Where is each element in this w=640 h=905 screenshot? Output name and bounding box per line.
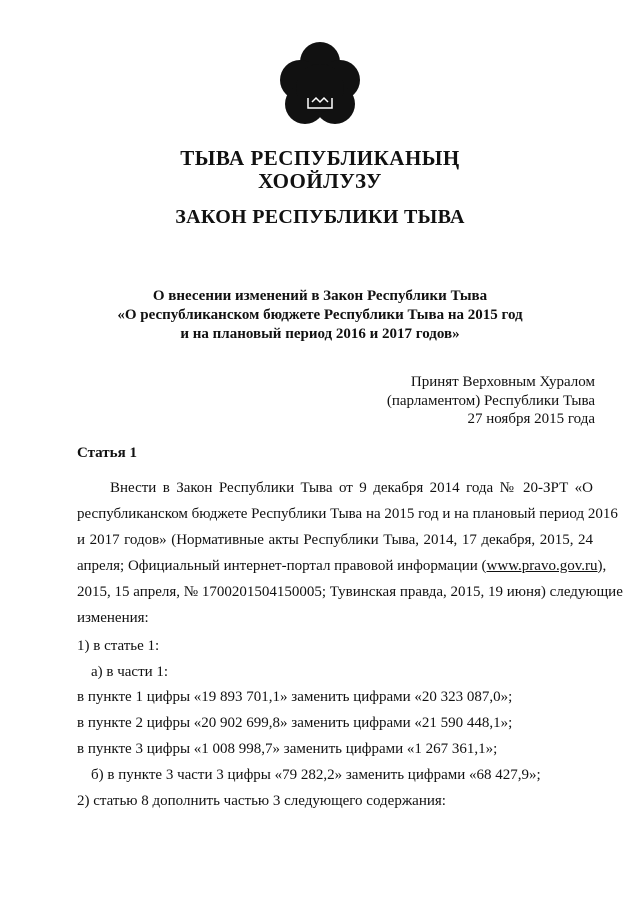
paragraph-line2: республиканском бюджете Республики Тыва на 2015 год и на плановый период 2016 [77, 506, 618, 522]
paragraph-line3: и 2017 годов» (Нормативные акты Республики Тыва, 2014, 17 декабря, 2015, 24 [77, 532, 593, 548]
list-item: 1) в статье 1: [77, 638, 160, 654]
subject-line2: «О республиканском бюджете Республики Тыва на 2015 год [117, 307, 523, 323]
paragraph-line4-start: апреля; Официальный интернет-портал правовой информации ( [77, 558, 487, 574]
list-item: в пункте 2 цифры «20 902 699,8» заменить цифрами «21 590 448,1»; [77, 715, 513, 731]
subject-line3: и на плановый период 2016 и 2017 годов» [180, 326, 460, 342]
adopted-line1: Принят Верховным Хуралом [410, 374, 595, 390]
pravo-link[interactable]: www.pravo.gov.ru [486, 558, 598, 574]
list-item: в пункте 3 цифры «1 008 998,7» заменить цифрами «1 267 361,1»; [77, 741, 498, 757]
title-tyvan-line2: ХООЙЛУЗУ [258, 169, 382, 193]
article-title: Статья 1 [77, 445, 137, 461]
list-item: б) в пункте 3 части 3 цифры «79 282,2» заменить цифрами «68 427,9»; [91, 767, 541, 783]
tyva-emblem-icon [278, 40, 362, 128]
title-tyvan-line1: ТЫВА РЕСПУБЛИКАНЫҢ [180, 146, 460, 170]
paragraph-line6: изменения: [77, 610, 149, 626]
adopted-date: 27 ноября 2015 года [467, 411, 595, 427]
adopted-line2: (парламентом) Республики Тыва [386, 393, 595, 409]
paragraph-line4-end: ), [597, 558, 607, 574]
paragraph-line5: 2015, 15 апреля, № 1700201504150005; Тувинская правда, 2015, 19 июня) следующие [77, 584, 623, 600]
list-item: в пункте 1 цифры «19 893 701,1» заменить цифрами «20 323 087,0»; [77, 689, 513, 705]
list-item: а) в части 1: [91, 664, 169, 680]
paragraph-line1: Внести в Закон Республики Тыва от 9 декабря 2014 года № 20-ЗРТ «О [110, 480, 593, 496]
paragraph-line4 [77, 558, 607, 575]
list-item: 2) статью 8 дополнить частью 3 следующего содержания: [77, 793, 446, 809]
title-russian: ЗАКОН РЕСПУБЛИКИ ТЫВА [175, 206, 465, 228]
subject-line1: О внесении изменений в Закон Республики Тыва [152, 288, 488, 304]
